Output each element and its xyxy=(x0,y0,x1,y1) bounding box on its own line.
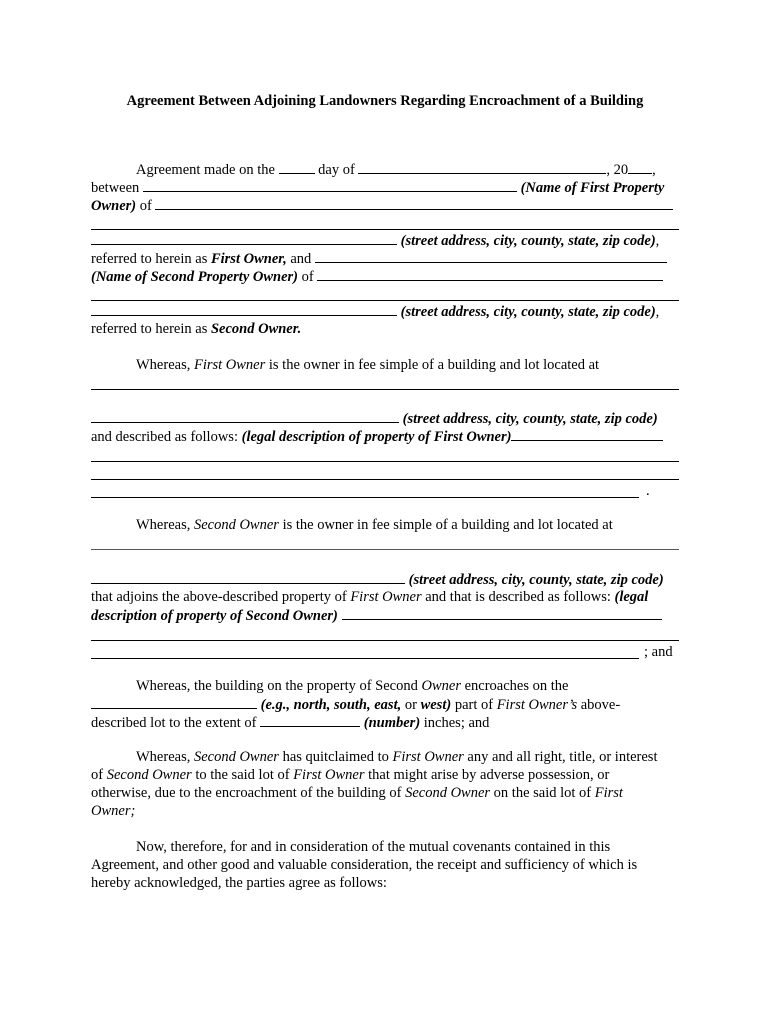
part-of-text: part of xyxy=(454,697,494,713)
legal-description-line-2[interactable] xyxy=(91,479,679,480)
or-text: or xyxy=(404,697,417,713)
legal-description-second-line-2[interactable] xyxy=(91,658,639,659)
agreement-date-line xyxy=(136,160,656,178)
quitclaim-line-4: Owner; xyxy=(91,803,136,819)
first-owner-term: First Owner, xyxy=(210,251,287,267)
owner-term: Owner xyxy=(421,678,461,694)
quitclaimed-text: has quitclaimed to xyxy=(282,749,389,765)
second-owner-of-line xyxy=(91,267,663,285)
address-label: (street address, city, county, state, zip code) xyxy=(408,572,664,588)
consideration-line-1: Now, therefore, for and in consideration of the mutual covenants contained in this xyxy=(136,839,611,855)
between-text: between xyxy=(91,180,140,196)
adjoins-text: that adjoins the above-described property of xyxy=(91,589,347,605)
whereas-second-line xyxy=(136,516,613,534)
day-of-text: day of xyxy=(318,162,355,178)
legal-second-line xyxy=(91,606,662,624)
inches-text: inches; and xyxy=(423,715,490,731)
referred-text: referred to herein as xyxy=(91,321,208,337)
address-blank[interactable] xyxy=(91,570,405,584)
quitclaim-line-3 xyxy=(91,784,623,802)
semicolon-and: ; and xyxy=(644,644,673,660)
legal-label: (legal xyxy=(614,589,649,605)
encroach-line xyxy=(136,677,568,695)
direction-example-label: (e.g., north, south, east, xyxy=(260,697,402,713)
legal-description-second-label: description of property of Second Owner) xyxy=(91,608,338,624)
whereas-text: Whereas, xyxy=(136,517,191,533)
said-lot-text: to the said lot of xyxy=(195,767,290,783)
address-label: (street address, city, county, state, zip code) xyxy=(400,304,656,320)
year-prefix: , 20 xyxy=(606,162,629,178)
quitclaim-line-2 xyxy=(91,766,609,784)
comma: , xyxy=(655,233,660,249)
second-lot-location-line[interactable] xyxy=(91,549,679,550)
second-owner-name-blank[interactable] xyxy=(315,249,667,263)
second-owner-term: Second Owner xyxy=(193,749,279,765)
referred-text: referred to herein as xyxy=(91,251,208,267)
whereas-text: Whereas, xyxy=(136,749,191,765)
second-lot-address-label-line xyxy=(91,570,664,588)
building-text: Whereas, the building on the property of Second xyxy=(136,678,418,694)
said-lot-text: on the said lot of xyxy=(493,785,592,801)
first-owner-term: First Owner xyxy=(350,589,422,605)
number-blank[interactable] xyxy=(260,713,360,727)
referred-first-line xyxy=(91,249,667,267)
and-text: and xyxy=(290,251,312,267)
comma: , xyxy=(652,162,656,178)
second-owner-term: Second Owner xyxy=(405,785,491,801)
adjoins-line xyxy=(91,588,648,606)
legal-description-blank[interactable] xyxy=(511,427,663,441)
comma: , xyxy=(655,304,660,320)
legal-description-line-3[interactable] xyxy=(91,497,639,498)
consideration-line-2: Agreement, and other good and valuable consideration, the receipt and sufficiency of which is xyxy=(91,857,638,873)
address-blank[interactable] xyxy=(91,302,397,316)
legal-description-blank[interactable] xyxy=(342,606,662,620)
first-owner-term: First Owner xyxy=(392,749,464,765)
of-text: of xyxy=(139,198,152,214)
quitclaim-line-1 xyxy=(136,748,657,766)
whereas-text: Whereas, xyxy=(136,357,191,373)
referred-second-line xyxy=(91,320,301,338)
first-owner-address-blank[interactable] xyxy=(155,196,673,210)
described-text: and described as follows: xyxy=(91,429,238,445)
extent-line xyxy=(91,713,489,731)
owner-label: Owner) xyxy=(91,198,137,214)
made-on-text: Agreement made on the xyxy=(136,162,275,178)
described-text: and that is described as follows: xyxy=(425,589,611,605)
number-label: (number) xyxy=(363,715,421,731)
first-owner-name-label: (Name of First Property xyxy=(520,180,665,196)
second-owner-address-label-line xyxy=(91,302,659,320)
address-label: (street address, city, county, state, zip code) xyxy=(400,233,656,249)
whereas-first-line xyxy=(136,356,599,374)
period: . xyxy=(646,483,650,499)
consideration-line-3: hereby acknowledged, the parties agree as follows: xyxy=(91,875,387,891)
month-blank[interactable] xyxy=(358,160,606,174)
encroaches-text: encroaches on the xyxy=(464,678,569,694)
document-title: Agreement Between Adjoining Landowners Regarding Encroachment of a Building xyxy=(126,93,644,109)
first-lot-address-label-line xyxy=(91,409,658,427)
first-lot-location-line[interactable] xyxy=(91,389,679,390)
first-owner-term: First Owner xyxy=(193,357,266,373)
west-label: west) xyxy=(420,697,452,713)
of-text: of xyxy=(91,767,104,783)
second-owner-term: Second Owner xyxy=(106,767,192,783)
owner-in-fee-text: is the owner in fee simple of a building and lot located at xyxy=(268,357,600,373)
first-owners-term: First Owner’s xyxy=(496,697,578,713)
owner-in-fee-text: is the owner in fee simple of a building and lot located at xyxy=(282,517,613,533)
address-blank[interactable] xyxy=(91,231,397,245)
owner-of-line xyxy=(91,196,673,214)
between-line xyxy=(91,178,664,196)
first-owner-address-line[interactable] xyxy=(91,229,679,230)
year-blank[interactable] xyxy=(628,160,652,174)
address-blank[interactable] xyxy=(91,409,399,423)
first-owner-address-label-line xyxy=(91,231,659,249)
encroachment-text: otherwise, due to the encroachment of the building of xyxy=(91,785,402,801)
first-term: First xyxy=(594,785,623,801)
described-lot-text: described lot to the extent of xyxy=(91,715,257,731)
of-text: of xyxy=(301,269,314,285)
second-owner-name-label: (Name of Second Property Owner) xyxy=(91,269,299,285)
second-owner-term: Second Owner. xyxy=(210,321,302,337)
second-owner-address-line[interactable] xyxy=(91,300,679,301)
address-label: (street address, city, county, state, zip code) xyxy=(402,411,658,427)
legal-description-first-label: (legal description of property of First Owner) xyxy=(241,429,512,445)
legal-description-line-1[interactable] xyxy=(91,461,679,462)
first-owner-name-blank[interactable] xyxy=(143,178,517,192)
right-title-text: any and all right, title, or interest xyxy=(467,749,658,765)
second-owner-term: Second Owner xyxy=(193,517,279,533)
day-blank[interactable] xyxy=(279,160,315,174)
legal-description-second-line-1[interactable] xyxy=(91,640,679,641)
described-first-line xyxy=(91,427,663,445)
adverse-possession-text: that might arise by adverse possession, or xyxy=(368,767,610,783)
above-text: above- xyxy=(580,697,621,713)
direction-blank[interactable] xyxy=(91,695,257,709)
first-owner-term: First Owner xyxy=(293,767,365,783)
direction-line xyxy=(91,695,620,713)
second-owner-address-blank[interactable] xyxy=(317,267,663,281)
